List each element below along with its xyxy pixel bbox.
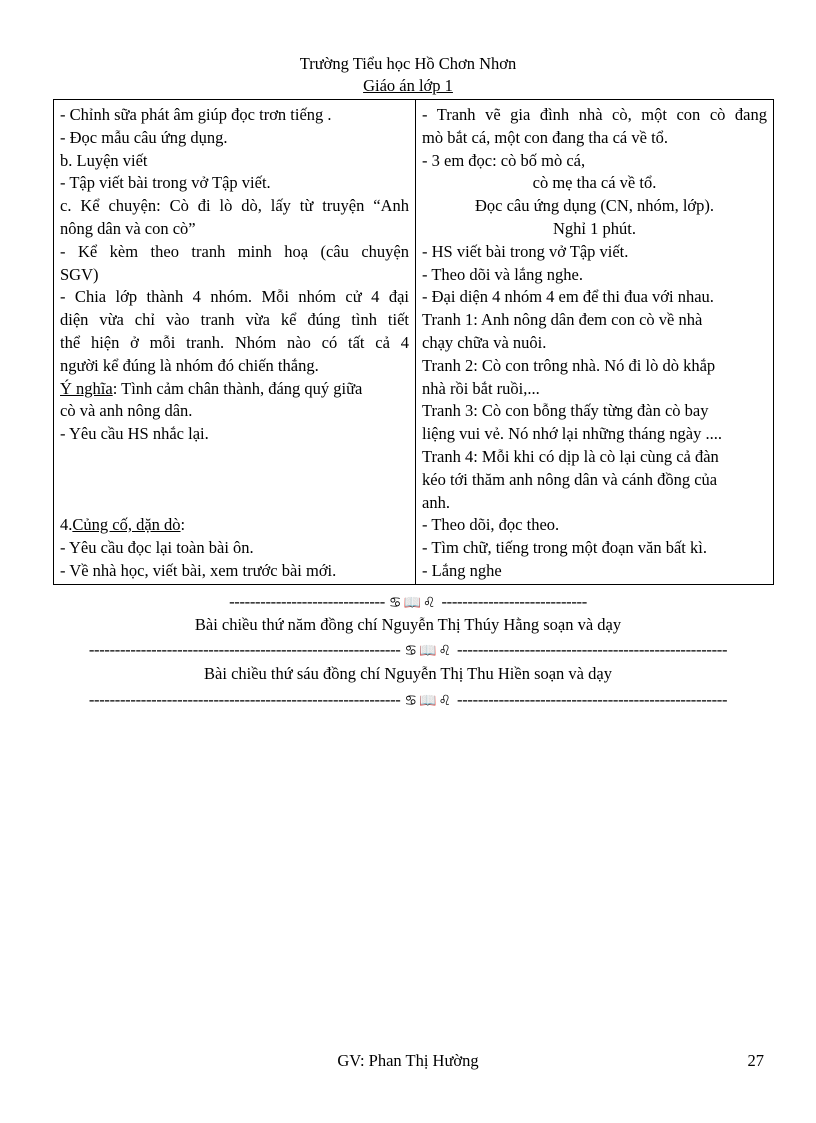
- left-line: - Đọc mẫu câu ứng dụng.: [60, 127, 228, 147]
- section-heading-colon: :: [180, 514, 186, 534]
- separator-short: [0, 592, 816, 613]
- left-line: - Tập viết bài trong vở Tập viết.: [60, 173, 271, 193]
- student-activities-column: [416, 100, 773, 584]
- dash-line: ------------------------------------------------------------: [88, 690, 401, 709]
- right-line: nhà rồi bắt ruồi,...: [422, 378, 540, 398]
- separator-long: [0, 640, 816, 661]
- ornament-icon: ♋📖♌: [388, 595, 438, 611]
- left-line: - Yêu cầu đọc lại toàn bài ôn.: [60, 537, 254, 557]
- right-line: liệng vui vẻ. Nó nhớ lại những tháng ngày ....: [422, 424, 722, 444]
- left-line: thể hiện ở mỗi tranh. Nhóm nào có tất cả 4: [60, 332, 409, 352]
- left-line: SGV): [60, 264, 99, 284]
- left-line: b. Luyện viết: [60, 150, 148, 170]
- page-number: 27: [747, 1051, 764, 1070]
- right-line: - Tranh vẽ gia đình nhà cò, một con cò đang: [422, 105, 767, 124]
- dash-line: ----------------------------: [441, 592, 587, 611]
- afternoon-notice-friday: Bài chiều thứ sáu đồng chí Nguyễn Thị Thu Hiền soạn và dạy: [204, 664, 612, 683]
- lesson-table: [53, 99, 774, 585]
- meaning-label: Ý nghĩa: [60, 378, 113, 398]
- section-heading-line: [60, 514, 409, 537]
- left-line: - Yêu cầu HS nhắc lại.: [60, 424, 209, 444]
- ornament-icon: ♋📖♌: [404, 643, 454, 659]
- ornament-icon: ♋📖♌: [404, 693, 454, 709]
- right-line: Tranh 1: Anh nông dân đem con cò về nhà: [422, 310, 703, 330]
- right-line: - 3 em đọc: cò bố mò cá,: [422, 150, 586, 170]
- left-line: - Chia lớp thành 4 nhóm. Mỗi nhóm cử 4 đại: [60, 287, 409, 307]
- left-line: - Về nhà học, viết bài, xem trước bài mới.: [60, 560, 337, 580]
- meaning-text: : Tình cảm chân thành, đáng quý giữa: [112, 378, 363, 398]
- right-line: - Đại diện 4 nhóm 4 em để thi đua với nhau.: [422, 287, 714, 307]
- left-line: diện vừa chỉ vào tranh vừa kể đúng tình tiết: [60, 310, 409, 330]
- dash-line: ----------------------------------------------------: [457, 690, 728, 709]
- left-line: - Chỉnh sữa phát âm giúp đọc trơn tiếng .: [60, 105, 332, 124]
- dash-line: ------------------------------: [229, 592, 385, 611]
- right-line: Đọc câu ứng dụng (CN, nhóm, lớp).: [474, 196, 714, 216]
- dash-line: ------------------------------------------------------------: [88, 640, 401, 659]
- separator-long: [0, 690, 816, 711]
- left-line: người kể đúng là nhóm đó chiến thắng.: [60, 355, 319, 375]
- afternoon-notice-thursday: Bài chiều thứ năm đồng chí Nguyễn Thị Thúy Hằng soạn và dạy: [194, 615, 622, 634]
- right-line: cò mẹ tha cá về tổ.: [532, 173, 657, 193]
- left-line: - Kể kèm theo tranh minh hoạ (câu chuyện: [60, 241, 409, 261]
- school-name: Trường Tiểu học Hồ Chơn Nhơn: [299, 54, 517, 73]
- right-line: - Theo dõi, đọc theo.: [422, 515, 560, 535]
- right-line: - HS viết bài trong vở Tập viết.: [422, 241, 629, 261]
- teacher-name: GV: Phan Thị Hường: [337, 1051, 479, 1070]
- lesson-plan-subtitle: Giáo án lớp 1: [363, 76, 453, 95]
- section-heading: Củng cố, dặn dò: [72, 514, 181, 534]
- right-line: - Theo dõi và lắng nghe.: [422, 264, 583, 284]
- right-line: Nghỉ 1 phút.: [553, 218, 636, 238]
- right-line: Tranh 4: Mỗi khi có dịp là cò lại cùng cả đàn: [422, 446, 719, 466]
- right-line: mò bắt cá, một con đang tha cá về tổ.: [422, 127, 669, 147]
- right-line: kéo tới thăm anh nông dân và cánh đồng của: [422, 469, 718, 489]
- right-line: - Tìm chữ, tiếng trong một đoạn văn bất kì.: [422, 538, 707, 558]
- right-line: - Lắng nghe: [422, 560, 502, 580]
- column-spacer: [60, 446, 409, 514]
- dash-line: ----------------------------------------------------: [457, 640, 728, 659]
- meaning-line: [60, 378, 409, 401]
- left-line: c. Kể chuyện: Cò đi lò dò, lấy từ truyện “Anh: [60, 196, 409, 216]
- section-number: 4.: [60, 514, 73, 534]
- left-line: cò và anh nông dân.: [60, 401, 193, 421]
- left-line: nông dân và con cò”: [60, 218, 196, 238]
- teacher-activities-column: [54, 100, 416, 584]
- right-line: anh.: [422, 492, 450, 512]
- right-line: Tranh 2: Cò con trông nhà. Nó đi lò dò khắp: [422, 355, 716, 375]
- right-line: chạy chữa và nuôi.: [422, 332, 547, 352]
- right-line: Tranh 3: Cò con bỗng thấy từng đàn cò bay: [422, 401, 709, 421]
